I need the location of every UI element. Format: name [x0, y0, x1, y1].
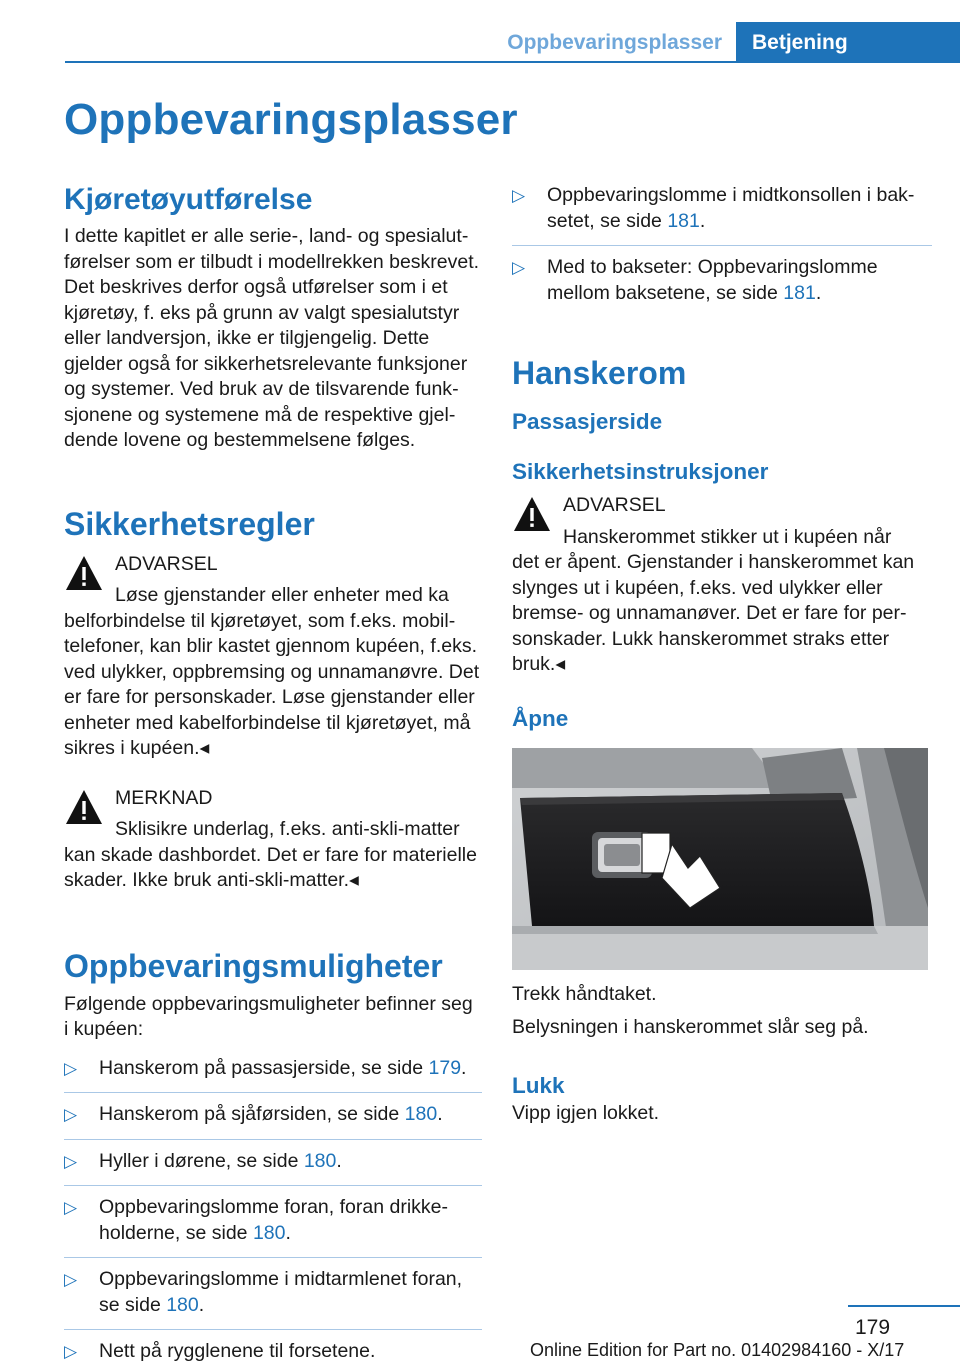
storage-heading: Oppbevaringsmuligheter: [64, 947, 443, 984]
header-section-title: Oppbevaringsplasser: [507, 31, 722, 54]
vehicle-text: I dette kapitlet er alle serie-, land- og spesialutførelser som er tilbudt i modellrekken beskrevet. Det beskrives derfor også utførelser som i et kjøretøy, f. eks på grunn av valgt spesialutstyr eller landversjon, ikke er tilgjengelig. Dette gjelder også for sikkerhetsrelevante funksjoner og systemer. Ved bruk av de tilsvarende funksjonene og systemene må de respektive gjeldende lovene og bestemmelsene følges.: [64, 225, 480, 451]
note-text-first: Sklisikre underlag, f.eks. anti-skli-matter: [115, 818, 460, 840]
warning-label: ADVARSEL: [115, 552, 218, 575]
list-item: ▷ Oppbevaringslomme foran, foran drikkeholderne, se side 180.: [64, 1186, 482, 1258]
page-number: 179: [855, 1316, 891, 1339]
close-heading: Lukk: [512, 1072, 565, 1098]
footer-rule: [848, 1305, 960, 1307]
note-block: [64, 786, 482, 894]
warning-block-2: [512, 493, 932, 678]
list-item: ▷ Nett på rygglenene til forsetene.: [64, 1330, 482, 1362]
triangle-right-icon: ▷: [64, 1342, 78, 1361]
warning-block-1: [64, 552, 482, 762]
list-item: ▷ Hanskerom på passasjerside, se side 179.: [64, 1047, 482, 1094]
warning-text: det er åpent. Gjenstander i hanskerommet kan slynges ut i kupéen, f.eks. ved ulykker eller bremse- og unnamanøver. Det er fare for personskader. Lukk hanskerommet straks etter bruk.◂: [512, 551, 915, 675]
triangle-right-icon: ▷: [64, 1151, 78, 1171]
page-link[interactable]: 180: [252, 1221, 286, 1244]
page-link[interactable]: 179: [428, 1056, 462, 1079]
glovebox-photo: [512, 748, 928, 970]
vehicle-heading: Kjøretøyutførelse: [64, 183, 313, 216]
warning-triangle-icon: [64, 788, 104, 826]
triangle-right-icon: ▷: [64, 1198, 78, 1217]
warning-triangle-icon: [64, 554, 104, 592]
triangle-right-icon: ▷: [512, 186, 526, 205]
list-item: ▷ Oppbevaringslomme i midtarmlenet foran, se side 180.: [64, 1258, 482, 1330]
right-column: [512, 180, 932, 1126]
page-link[interactable]: 181: [783, 281, 816, 304]
left-column: [64, 180, 482, 1362]
header-chapter-tab: Betjening: [736, 22, 960, 62]
warning-text: belforbindelse til kjøretøyet, som f.eks. mobiltelefoner, kan blir kastet gjennom kupéen, f.eks. ved ulykker, oppbremsing og unnamanøvre. Det er fare for personskader. Løse gjenstander eller enheter med kabelforbindelse til kjøretøyet, må sikres i kupéen.◂: [64, 609, 480, 759]
list-item: ▷ Oppbevaringslomme i midtkonsollen i baksetet, se side 181.: [512, 174, 932, 246]
page-title: Oppbevaringsplasser: [64, 95, 518, 144]
page-link[interactable]: 181: [667, 209, 700, 232]
list-item: ▷ Hyller i dørene, se side 180.: [64, 1140, 482, 1187]
safety-subheading: Sikkerhetsinstruksjoner: [512, 459, 769, 484]
list-item: ▷ Hanskerom på sjåførsiden, se side 180.: [64, 1093, 482, 1140]
page-link[interactable]: 180: [166, 1293, 199, 1316]
warning-label: ADVARSEL: [563, 494, 666, 516]
open-step-1: Trekk håndtaket.: [512, 982, 657, 1005]
storage-intro: Følgende oppbevaringsmuligheter befinner seg i kupéen:: [64, 992, 473, 1040]
close-step: Vipp igjen lokket.: [512, 1101, 660, 1124]
note-label: MERKNAD: [115, 786, 213, 809]
storage-list: [64, 1047, 482, 1362]
safety-heading: Sikkerhetsregler: [64, 505, 315, 542]
page-link[interactable]: 180: [404, 1103, 438, 1125]
open-step-2: Belysningen i hanskerommet slår seg på.: [512, 1016, 869, 1038]
triangle-right-icon: ▷: [64, 1058, 78, 1078]
triangle-right-icon: ▷: [64, 1270, 78, 1289]
page-link[interactable]: 180: [303, 1149, 337, 1172]
list-item: ▷ Med to bakseter: Oppbevaringslomme mellom baksetene, se side 181.: [512, 256, 878, 304]
note-text: kan skade dashbordet. Det er fare for materielle skader. Ikke bruk anti-skli-matter.◂: [64, 843, 477, 891]
warning-text-first: Løse gjenstander eller enheter med ka: [115, 584, 449, 606]
passenger-heading: Passasjerside: [512, 409, 663, 434]
header-rule: [65, 61, 960, 63]
storage-list-continued: [512, 174, 932, 317]
triangle-right-icon: ▷: [512, 258, 526, 277]
warning-text-first: Hanskerommet stikker ut i kupéen når: [563, 525, 892, 548]
warning-triangle-icon: [512, 495, 552, 533]
glove-heading: Hanskerom: [512, 355, 687, 391]
triangle-right-icon: ▷: [64, 1105, 78, 1124]
open-heading: Åpne: [512, 705, 569, 731]
footer-edition: Online Edition for Part no. 01402984160 - X/17: [530, 1340, 905, 1360]
